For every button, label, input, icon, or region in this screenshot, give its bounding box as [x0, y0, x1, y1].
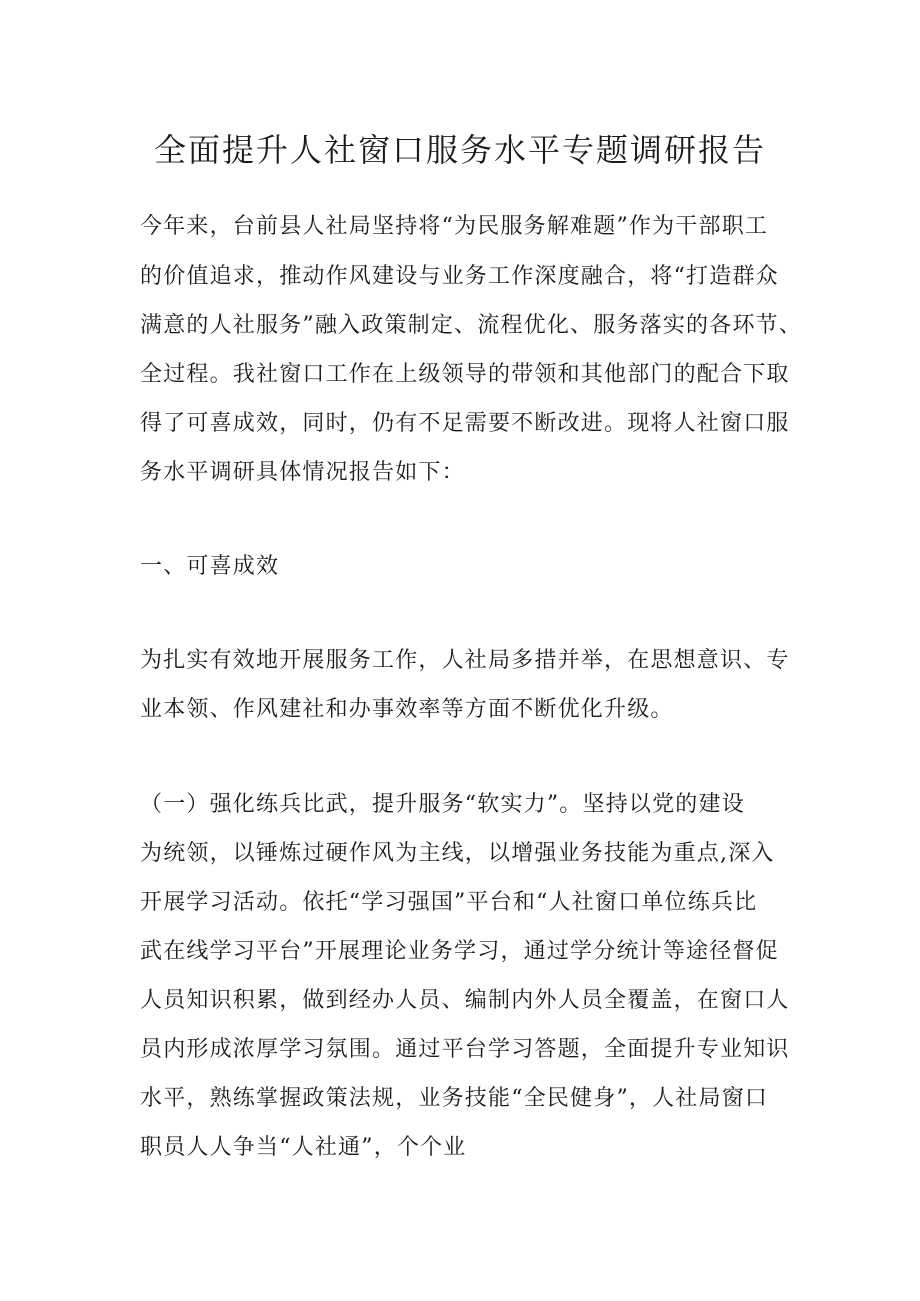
intro-line: 得了可喜成效，同时，仍有不足需要不断改进。现将人社窗口服	[140, 411, 790, 436]
subsection-line: 职员人人争当“人社通”，个个业	[140, 1135, 467, 1160]
subsection-line: 水平，熟练掌握政策法规，业务技能“全民健身”，人社局窗口	[140, 1086, 769, 1111]
intro-line: 今年来，台前县人社局坚持将“为民服务解难题”作为干部职工	[140, 214, 769, 239]
subsection-line: （一）强化练兵比武，提升服务“软实力”。坚持以党的建设	[140, 792, 745, 817]
intro-line: 全过程。我社窗口工作在上级领导的带领和其他部门的配合下取	[140, 362, 790, 387]
section-intro-line: 为扎实有效地开展服务工作，人社局多措并举，在思想意识、专	[140, 648, 790, 673]
document-title: 全面提升人社窗口服务水平专题调研报告	[153, 131, 766, 169]
section-intro-line: 业本领、作风建社和办事效率等方面不断优化升级。	[140, 697, 674, 722]
subsection-line: 员内形成浓厚学习氛围。通过平台学习答题，全面提升专业知识	[140, 1037, 790, 1062]
subsection-line: 人员知识积累，做到经办人员、编制内外人员全覆盖，在窗口人	[140, 988, 790, 1013]
intro-line: 的价值追求，推动作风建设与业务工作深度融合，将“打造群众	[140, 264, 779, 289]
subsection-line: 为统领，以锤炼过硬作风为主线，以增强业务技能为重点,深入	[140, 841, 775, 866]
intro-line: 满意的人社服务”融入政策制定、流程优化、服务落实的各环节、	[140, 313, 803, 338]
intro-line: 务水平调研具体情况报告如下：	[140, 460, 465, 485]
section-heading: 一、可喜成效	[140, 554, 280, 579]
subsection-line: 武在线学习平台”开展理论业务学习，通过学分统计等途径督促	[140, 939, 779, 964]
subsection-line: 开展学习活动。依托“学习强国”平台和“人社窗口单位练兵比	[140, 890, 758, 915]
